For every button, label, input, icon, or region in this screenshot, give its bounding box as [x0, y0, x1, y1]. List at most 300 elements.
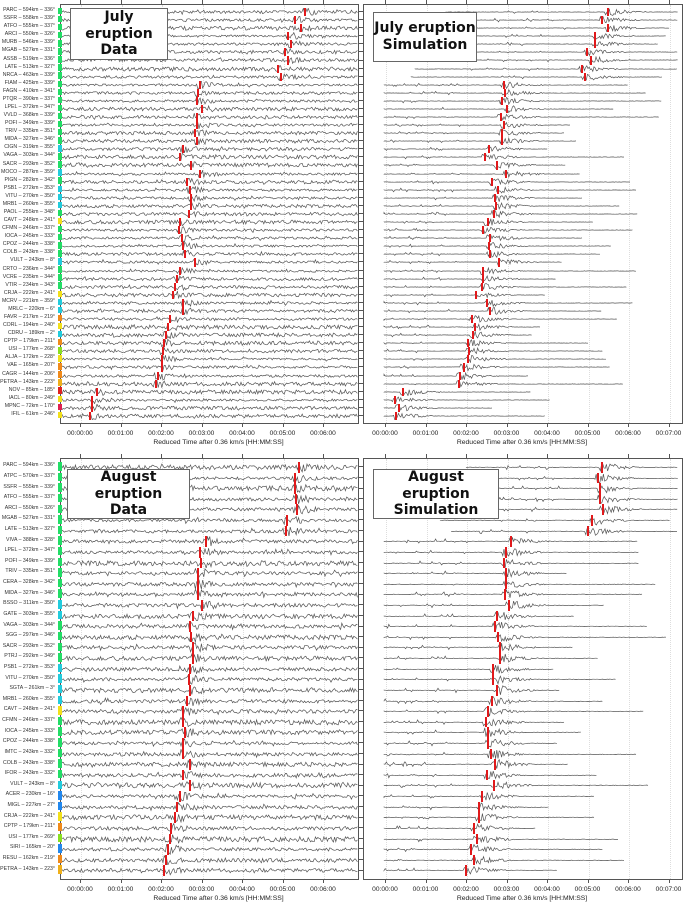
waveform-trace: [61, 161, 358, 169]
row-tick: [359, 173, 363, 174]
waveform-trace: [364, 145, 682, 153]
station-label: BSSO – 311km – 350°: [3, 600, 55, 607]
station-marker: [58, 505, 62, 513]
row-tick: [359, 213, 363, 214]
row-tick: [359, 689, 363, 690]
x-tick-top: [628, 454, 629, 458]
waveform-trace: [61, 396, 358, 404]
waveform-trace: [61, 267, 358, 275]
arrival-pick: [182, 299, 184, 307]
arrival-pick: [190, 194, 192, 202]
waveform-trace: [61, 307, 358, 315]
station-marker: [58, 396, 62, 402]
x-tick-label: 00:05:00: [574, 886, 601, 893]
row-tick: [359, 342, 363, 343]
trace-row: [61, 202, 358, 210]
arrival-pick: [584, 73, 586, 81]
row-tick: [359, 278, 363, 279]
x-tick-label: 00:01:00: [412, 430, 439, 437]
waveform-trace: [364, 234, 682, 242]
trace-row: [364, 568, 682, 579]
trace-row: [61, 275, 358, 283]
x-axis-label: Reduced Time after 0.36 km/s [HH:MM:SS]: [153, 439, 284, 446]
arrival-pick: [197, 579, 199, 590]
waveform-trace: [364, 65, 682, 73]
trace-row: [364, 275, 682, 283]
trace-row: [364, 844, 682, 855]
station-marker: [58, 202, 62, 208]
waveform-trace: [61, 706, 358, 717]
arrival-pick: [481, 791, 483, 802]
x-tick: [283, 879, 284, 883]
waveform-trace: [61, 291, 358, 299]
station-marker: [58, 812, 62, 820]
arrival-pick: [503, 558, 505, 569]
station-marker: [58, 494, 62, 502]
station-label: MGAB – 527km – 331°: [1, 515, 55, 522]
station-label: SSFR – 555km – 339°: [3, 483, 55, 490]
trace-row: [364, 315, 682, 323]
trace-row: [61, 717, 358, 728]
arrival-pick: [186, 696, 188, 707]
station-marker: [58, 32, 62, 38]
station-label: VAGA – 303km – 344°: [3, 152, 55, 159]
arrival-pick: [492, 664, 494, 675]
waveform-trace: [364, 137, 682, 145]
station-label: LATE – 513km – 327°: [4, 63, 55, 70]
arrival-pick: [503, 81, 505, 89]
station-label: SSFR – 558km – 339°: [3, 15, 55, 22]
waveform-trace: [61, 258, 358, 266]
station-label: VCRE – 235km – 344°: [2, 273, 55, 280]
arrival-pick: [196, 97, 198, 105]
x-tick-top: [202, 0, 203, 4]
station-marker: [58, 169, 62, 175]
trace-row: [364, 113, 682, 121]
arrival-pick: [487, 727, 489, 738]
row-tick: [359, 108, 363, 109]
waveform-trace: [364, 291, 682, 299]
trace-row: [61, 210, 358, 218]
arrival-pick: [487, 706, 489, 717]
x-tick-label: 00:04:00: [229, 886, 255, 893]
waveform-trace: [364, 178, 682, 186]
x-tick: [507, 423, 508, 427]
row-tick: [359, 466, 363, 467]
x-tick: [323, 423, 324, 427]
station-label: ATFO – 555km – 337°: [3, 23, 55, 30]
trace-row: [61, 674, 358, 685]
trace-row: [61, 738, 358, 749]
station-label: CAVT – 248km – 241°: [3, 217, 55, 224]
waveform-trace: [364, 121, 682, 129]
station-label: PSB1 – 272km – 353°: [3, 184, 55, 191]
arrival-pick: [189, 621, 191, 632]
row-tick: [359, 221, 363, 222]
waveform-trace: [364, 89, 682, 97]
waveform-trace: [61, 611, 358, 622]
trace-row: [364, 194, 682, 202]
x-tick-top: [588, 0, 589, 4]
station-marker: [58, 226, 62, 232]
trace-row: [61, 834, 358, 845]
x-tick-top: [466, 454, 467, 458]
x-axis-label: Reduced Time after 0.36 km/s [HH:MM:SS]: [456, 439, 588, 446]
row-tick: [359, 181, 363, 182]
x-tick-label: 00:02:00: [453, 886, 479, 893]
row-tick: [359, 572, 363, 573]
station-marker: [58, 266, 62, 272]
row-tick: [359, 827, 363, 828]
waveform-trace: [364, 218, 682, 226]
plot-area: [363, 4, 683, 424]
waveform-trace: [61, 81, 358, 89]
arrival-pick: [476, 834, 478, 845]
trace-row: [364, 267, 682, 275]
arrival-pick: [478, 812, 480, 823]
trace-row: [61, 161, 358, 169]
waveform-trace: [364, 267, 682, 275]
waveform-trace: [61, 621, 358, 632]
station-marker: [58, 738, 62, 746]
x-tick-label: 00:06:00: [310, 886, 336, 893]
x-tick-top: [466, 0, 467, 4]
arrival-pick: [190, 161, 192, 169]
arrival-pick: [194, 258, 196, 266]
waveform-trace: [364, 759, 682, 770]
x-tick-label: 00:04:00: [534, 430, 560, 437]
arrival-pick: [607, 24, 609, 32]
waveform-trace: [61, 380, 358, 388]
station-marker: [58, 242, 62, 248]
trace-row: [364, 372, 682, 380]
station-label: IFIL – 61km – 246°: [11, 410, 55, 417]
trace-row: [364, 611, 682, 622]
waveform-trace: [61, 526, 358, 537]
waveform-trace: [61, 844, 358, 855]
row-tick: [359, 519, 363, 520]
waveform-trace: [364, 664, 682, 675]
station-label: MRB1 – 260km – 355°: [2, 200, 55, 207]
waveform-trace: [364, 113, 682, 121]
arrival-pick: [601, 462, 603, 473]
arrival-pick: [602, 504, 604, 515]
arrival-pick: [395, 412, 397, 420]
arrival-pick: [194, 129, 196, 137]
x-tick-label: 00:02:00: [453, 430, 479, 437]
station-label: RESU – 162km – 219°: [2, 855, 55, 862]
waveform-trace: [364, 865, 682, 876]
waveform-trace: [61, 145, 358, 153]
arrival-pick: [491, 178, 493, 186]
station-marker: [58, 526, 62, 534]
row-tick: [359, 124, 363, 125]
arrival-pick: [505, 568, 507, 579]
row-tick: [359, 509, 363, 510]
waveform-trace: [364, 363, 682, 371]
trace-row: [61, 267, 358, 275]
row-tick: [359, 245, 363, 246]
station-marker: [58, 371, 62, 377]
arrival-pick: [174, 812, 176, 823]
waveform-trace: [364, 642, 682, 653]
row-tick: [359, 366, 363, 367]
station-marker: [58, 218, 62, 224]
arrival-pick: [189, 186, 191, 194]
waveform-trace: [61, 812, 358, 823]
arrival-pick: [465, 865, 467, 876]
row-tick: [359, 415, 363, 416]
arrival-pick: [475, 291, 477, 299]
trace-row: [61, 823, 358, 834]
arrival-pick: [163, 339, 165, 347]
arrival-pick: [192, 611, 194, 622]
trace-row: [61, 664, 358, 675]
arrival-pick: [294, 483, 296, 494]
trace-row: [364, 186, 682, 194]
arrival-pick: [473, 823, 475, 834]
station-label: CPOZ – 244km – 338°: [2, 241, 55, 248]
arrival-pick: [586, 48, 588, 56]
station-label: MCRV – 221km – 359°: [1, 297, 55, 304]
row-tick: [359, 604, 363, 605]
trace-row: [61, 696, 358, 707]
arrival-pick: [488, 242, 490, 250]
x-tick: [121, 423, 122, 427]
waveform-trace: [364, 339, 682, 347]
x-tick: [547, 879, 548, 883]
arrival-pick: [287, 56, 289, 64]
station-marker: [58, 250, 62, 256]
waveform-trace: [61, 865, 358, 876]
arrival-pick: [300, 24, 302, 32]
waveform-trace: [61, 129, 358, 137]
station-marker: [58, 177, 62, 183]
station-label: SGTA – 261km – 3°: [9, 685, 55, 692]
arrival-pick: [488, 145, 490, 153]
arrival-pick: [205, 536, 207, 547]
station-marker: [58, 759, 62, 767]
arrival-pick: [165, 855, 167, 866]
arrival-pick: [184, 250, 186, 258]
arrival-pick: [486, 299, 488, 307]
waveform-trace: [364, 226, 682, 234]
x-tick-top: [507, 0, 508, 4]
arrival-pick: [192, 642, 194, 653]
trace-row: [61, 579, 358, 590]
station-marker: [58, 823, 62, 831]
trace-row: [364, 717, 682, 728]
waveform-trace: [364, 283, 682, 291]
trace-row: [364, 664, 682, 675]
trace-row: [364, 258, 682, 266]
station-label: CPTP – 179km – 211°: [3, 338, 55, 345]
station-marker: [58, 717, 62, 725]
station-label: USI – 177km – 269°: [8, 833, 55, 840]
arrival-pick: [506, 105, 508, 113]
x-tick-label: 00:02:00: [148, 430, 174, 437]
waveform-trace: [364, 558, 682, 569]
arrival-pick: [493, 210, 495, 218]
arrival-pick: [458, 380, 460, 388]
x-tick-label: 00:06:00: [310, 430, 336, 437]
station-marker: [58, 64, 62, 70]
trace-row: [61, 194, 358, 202]
arrival-pick: [165, 331, 167, 339]
arrival-pick: [472, 331, 474, 339]
arrival-pick: [494, 759, 496, 770]
station-marker: [58, 363, 62, 369]
trace-row: [61, 137, 358, 145]
x-tick-top: [323, 0, 324, 4]
arrival-pick: [394, 396, 396, 404]
panel-title-box: [373, 469, 499, 519]
station-label: PSB1 – 272km – 353°: [3, 664, 55, 670]
trace-row: [61, 404, 358, 412]
x-tick: [283, 423, 284, 427]
station-label: MIDA – 327km – 346°: [4, 136, 55, 143]
waveform-trace: [364, 347, 682, 355]
x-tick: [588, 879, 589, 883]
station-marker: [58, 24, 62, 30]
station-label: PARC – 594km – 336°: [3, 462, 55, 469]
station-marker: [58, 194, 62, 200]
row-tick: [359, 68, 363, 69]
row-tick: [359, 237, 363, 238]
trace-row: [61, 242, 358, 250]
row-tick: [359, 156, 363, 157]
station-label: IOCA – 245km – 333°: [4, 727, 55, 734]
arrival-pick: [463, 363, 465, 371]
x-tick-label: 00:00:00: [372, 430, 398, 437]
trace-row: [364, 153, 682, 161]
trace-row: [364, 412, 682, 420]
station-marker: [58, 8, 62, 14]
trace-row: [61, 283, 358, 291]
x-tick-top: [547, 0, 548, 4]
row-tick: [359, 817, 363, 818]
x-tick-top: [669, 0, 670, 4]
waveform-trace: [61, 97, 358, 105]
station-label: CAVT – 248km – 241°: [3, 706, 55, 713]
x-tick-top: [507, 454, 508, 458]
station-marker: [58, 234, 62, 240]
station-marker: [58, 16, 62, 22]
waveform-trace: [61, 547, 358, 558]
arrival-pick: [199, 547, 201, 558]
station-marker: [58, 339, 62, 345]
trace-row: [61, 412, 358, 420]
waveform-trace: [61, 568, 358, 579]
station-label: IACL – 80km – 249°: [8, 394, 55, 401]
waveform-trace: [61, 802, 358, 813]
waveform-trace: [61, 759, 358, 770]
waveform-trace: [61, 412, 358, 420]
station-marker: [58, 473, 62, 481]
waveform-trace: [364, 161, 682, 169]
title-line-2: Simulation: [393, 502, 479, 519]
waveform-trace: [364, 170, 682, 178]
trace-row: [61, 129, 358, 137]
station-label: IMTC – 243km – 332°: [4, 748, 55, 755]
waveform-trace: [364, 210, 682, 218]
waveform-trace: [61, 727, 358, 738]
waveform-trace: [61, 855, 358, 866]
station-label: MIDA – 327km – 346°: [4, 589, 55, 596]
arrival-pick: [505, 170, 507, 178]
waveform-trace: [61, 234, 358, 242]
trace-row: [61, 536, 358, 547]
plot-area: [60, 4, 359, 424]
trace-row: [61, 331, 358, 339]
waveform-trace: [61, 210, 358, 218]
row-tick: [359, 541, 363, 542]
row-tick: [359, 189, 363, 190]
row-tick: [359, 205, 363, 206]
arrival-pick: [189, 759, 191, 770]
waveform-trace: [364, 717, 682, 728]
arrival-pick: [398, 404, 400, 412]
arrival-pick: [296, 504, 298, 515]
arrival-pick: [510, 536, 512, 547]
arrival-pick: [178, 226, 180, 234]
x-tick-top: [323, 454, 324, 458]
x-tick-top: [202, 454, 203, 458]
x-tick-label: 00:07:00: [655, 430, 682, 437]
x-tick-top: [161, 454, 162, 458]
arrival-pick: [402, 388, 404, 396]
waveform-trace: [364, 685, 682, 696]
arrival-pick: [290, 40, 292, 48]
row-tick: [359, 270, 363, 271]
x-tick: [385, 423, 386, 427]
arrival-pick: [190, 632, 192, 643]
arrival-pick: [501, 97, 503, 105]
x-tick: [242, 879, 243, 883]
x-tick-top: [588, 454, 589, 458]
arrival-pick: [182, 770, 184, 781]
waveform-trace: [364, 105, 682, 113]
station-marker: [58, 558, 62, 566]
waveform-trace: [364, 412, 682, 420]
x-tick-label: 00:04:00: [534, 886, 560, 893]
x-tick: [323, 879, 324, 883]
row-tick: [359, 165, 363, 166]
trace-row: [364, 137, 682, 145]
trace-row: [364, 339, 682, 347]
arrival-pick: [179, 218, 181, 226]
station-label: MOCO – 287km – 359°: [1, 168, 55, 175]
title-line-1: August eruption: [94, 468, 163, 502]
x-tick-top: [121, 454, 122, 458]
title-line-2: Data: [109, 502, 148, 519]
station-label: POFI – 349km – 339°: [5, 120, 55, 127]
trace-row: [61, 89, 358, 97]
trace-row: [364, 759, 682, 770]
waveform-trace: [364, 770, 682, 781]
x-tick-top: [283, 0, 284, 4]
arrival-pick: [294, 473, 296, 484]
trace-row: [61, 388, 358, 396]
arrival-pick: [277, 65, 279, 73]
trace-row: [364, 526, 682, 537]
arrival-pick: [89, 412, 91, 420]
trace-row: [364, 547, 682, 558]
x-tick-label: 00:01:00: [107, 430, 134, 437]
station-labels: [0, 4, 55, 422]
station-marker: [58, 834, 62, 842]
station-marker: [58, 844, 62, 852]
